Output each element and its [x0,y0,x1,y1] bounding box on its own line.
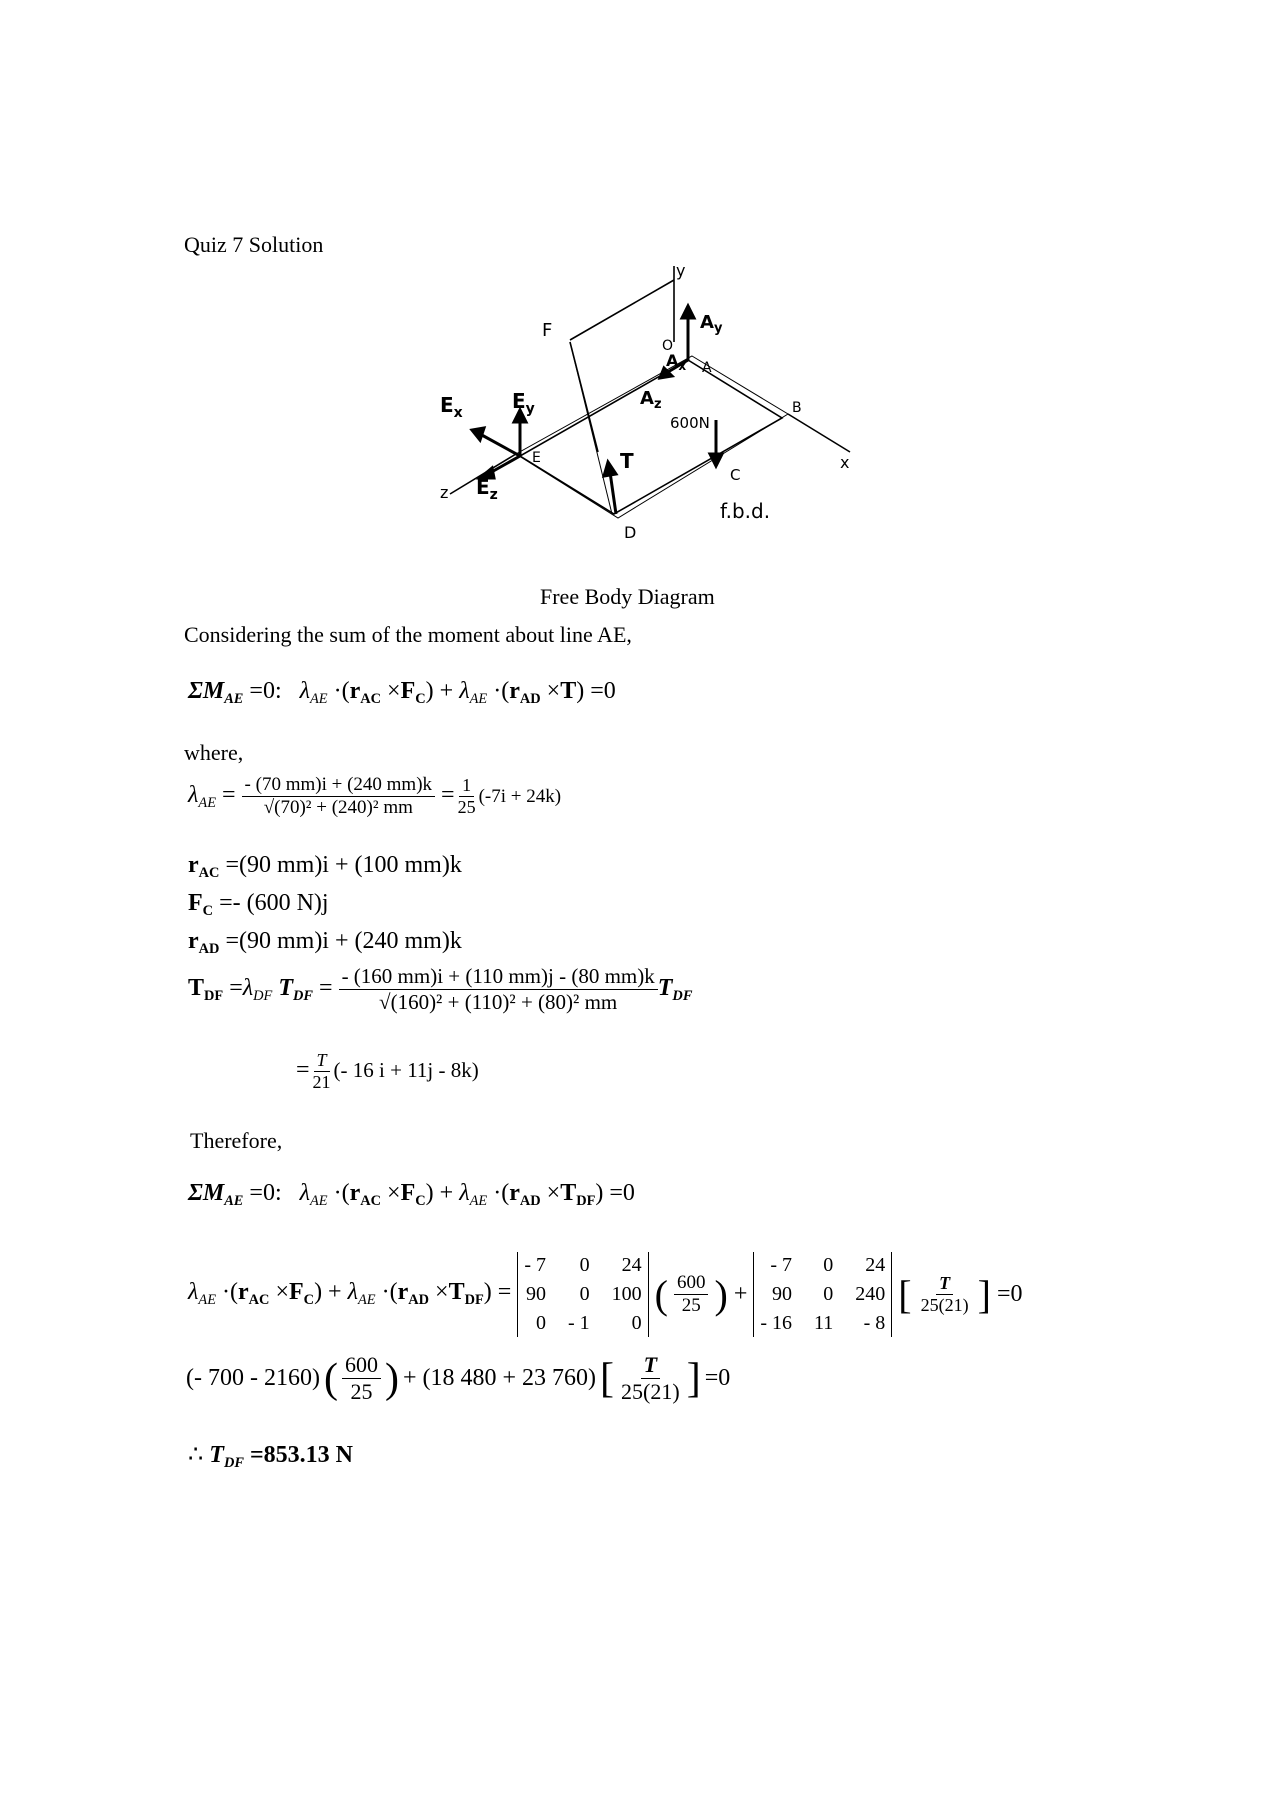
matrix-cell: 90 [525,1283,546,1305]
force-az-label: $A_z$ [640,388,662,412]
point-f-label: F [542,320,553,341]
matrix-cell: 0 [823,1283,834,1305]
matrix-cell: 240 [855,1283,886,1305]
r-ad-equation: $r_{AD} =(90$ mm)i + (240 mm)k [188,928,462,958]
final-answer: ∴ $T_{DF} =853.13$ N [188,1442,353,1472]
matrix-cell: 90 [772,1283,793,1305]
matrix-cell: - 16 [760,1312,793,1334]
f-c-equation: $F_C =- (600$ N)j [188,890,329,920]
force-ay-label: $A_y$ [700,312,723,336]
matrix-cell: - 7 [524,1254,546,1276]
axis-y-label: y [676,262,686,280]
sum-equation: (- 700 - 2160) ( $\frac{600}{25}$ ) + (18 480 + 23 760) [ $\frac{T}{25(21)}$ ] =0 [186,1352,731,1404]
matrix-cell: 0 [823,1254,834,1276]
force-ez-label: $E_z$ [476,475,498,503]
figure-caption: Free Body Diagram [540,584,715,609]
matrix-cell: 0 [579,1254,590,1276]
therefore-text: Therefore, [190,1128,283,1153]
matrix-1 [517,1252,648,1337]
r-ac-equation: $r_{AC} =(90$ mm)i + (100 mm)k [188,852,462,882]
force-ey-label: $E_y$ [512,389,535,417]
matrix-cell: 11 [814,1312,834,1334]
determinant-equation: $\lambda_{AE} \cdot(r_{AC} \times F_C) + \lambda_{AE} \cdot(r_{AD} \times T_{DF})$ = - 7 0 24 90 0 100 0 - 1 0 ( $\frac{600}{25}$ ) + - 7 0 24 90 0 240 - 16 11 - 8 [ $\frac{T}{25(21)}$ ] =0 [188,1252,1023,1337]
page-title: Quiz 7 Solution [184,232,324,257]
free-body-diagram [420,262,860,552]
axis-z-label: z [440,483,449,502]
matrix-cell: 24 [621,1254,642,1276]
matrix-cell: - 7 [770,1254,793,1276]
t-df-equation: $T_{DF} =\lambda_{DF}$ $T_{DF}$ = $\frac{- (160 mm)i + (110 mm)j - (80 mm)k}{\text{√(160)² + (110)² + (80)² mm}}$ $T_{DF}$ [188,964,693,1014]
matrix-cell: 0 [631,1312,642,1334]
matrix-cell: - 1 [567,1312,590,1334]
where-text: where, [184,740,244,765]
moment-equation-2: $\Sigma M_{AE} =0$: $\lambda_{AE} \cdot(r_{AC} \times F_C) + \lambda_{AE} \cdot(r_{AD} \times T_{DF}) =0$ [188,1180,635,1210]
force-600n-label: 600N [670,414,710,432]
matrix-cell: 24 [865,1254,886,1276]
matrix-cell: 0 [535,1312,546,1334]
tension-t-label: T [620,449,634,473]
point-c-label: C [730,466,741,484]
intro-text: Considering the sum of the moment about line AE, [184,622,632,647]
lambda-equation: $\lambda_{AE}$ = $\frac{- (70 mm)i + (240 mm)k}{\text{√(70)² + (240)² mm}}$ = $\frac{1}{25}$ (-7i + 24k) [188,774,562,818]
force-ax-label: $A_x$ [666,351,687,373]
point-d-label: D [624,523,637,542]
moment-equation-1: $\Sigma M_{AE} =0$: $\lambda_{AE} \cdot(r_{AC} \times F_C) + \lambda_{AE} \cdot(r_{AD} \times T) =0$ [188,678,616,708]
point-e-label: E [532,450,541,466]
matrix-cell: 0 [579,1283,590,1305]
fbd-label: f.b.d. [720,499,771,523]
point-b-label: B [792,400,802,416]
force-ex-label: $E_x$ [440,393,463,421]
t-df-result: = $\frac{T}{21}$ (- 16 i + 11j - 8k) [296,1050,479,1092]
axis-x-label: x [840,453,850,472]
matrix-cell: 100 [611,1283,642,1305]
matrix-2 [753,1252,892,1337]
matrix-cell: - 8 [863,1312,886,1334]
point-a-label: A [702,360,712,376]
point-o-label: O [662,338,674,354]
